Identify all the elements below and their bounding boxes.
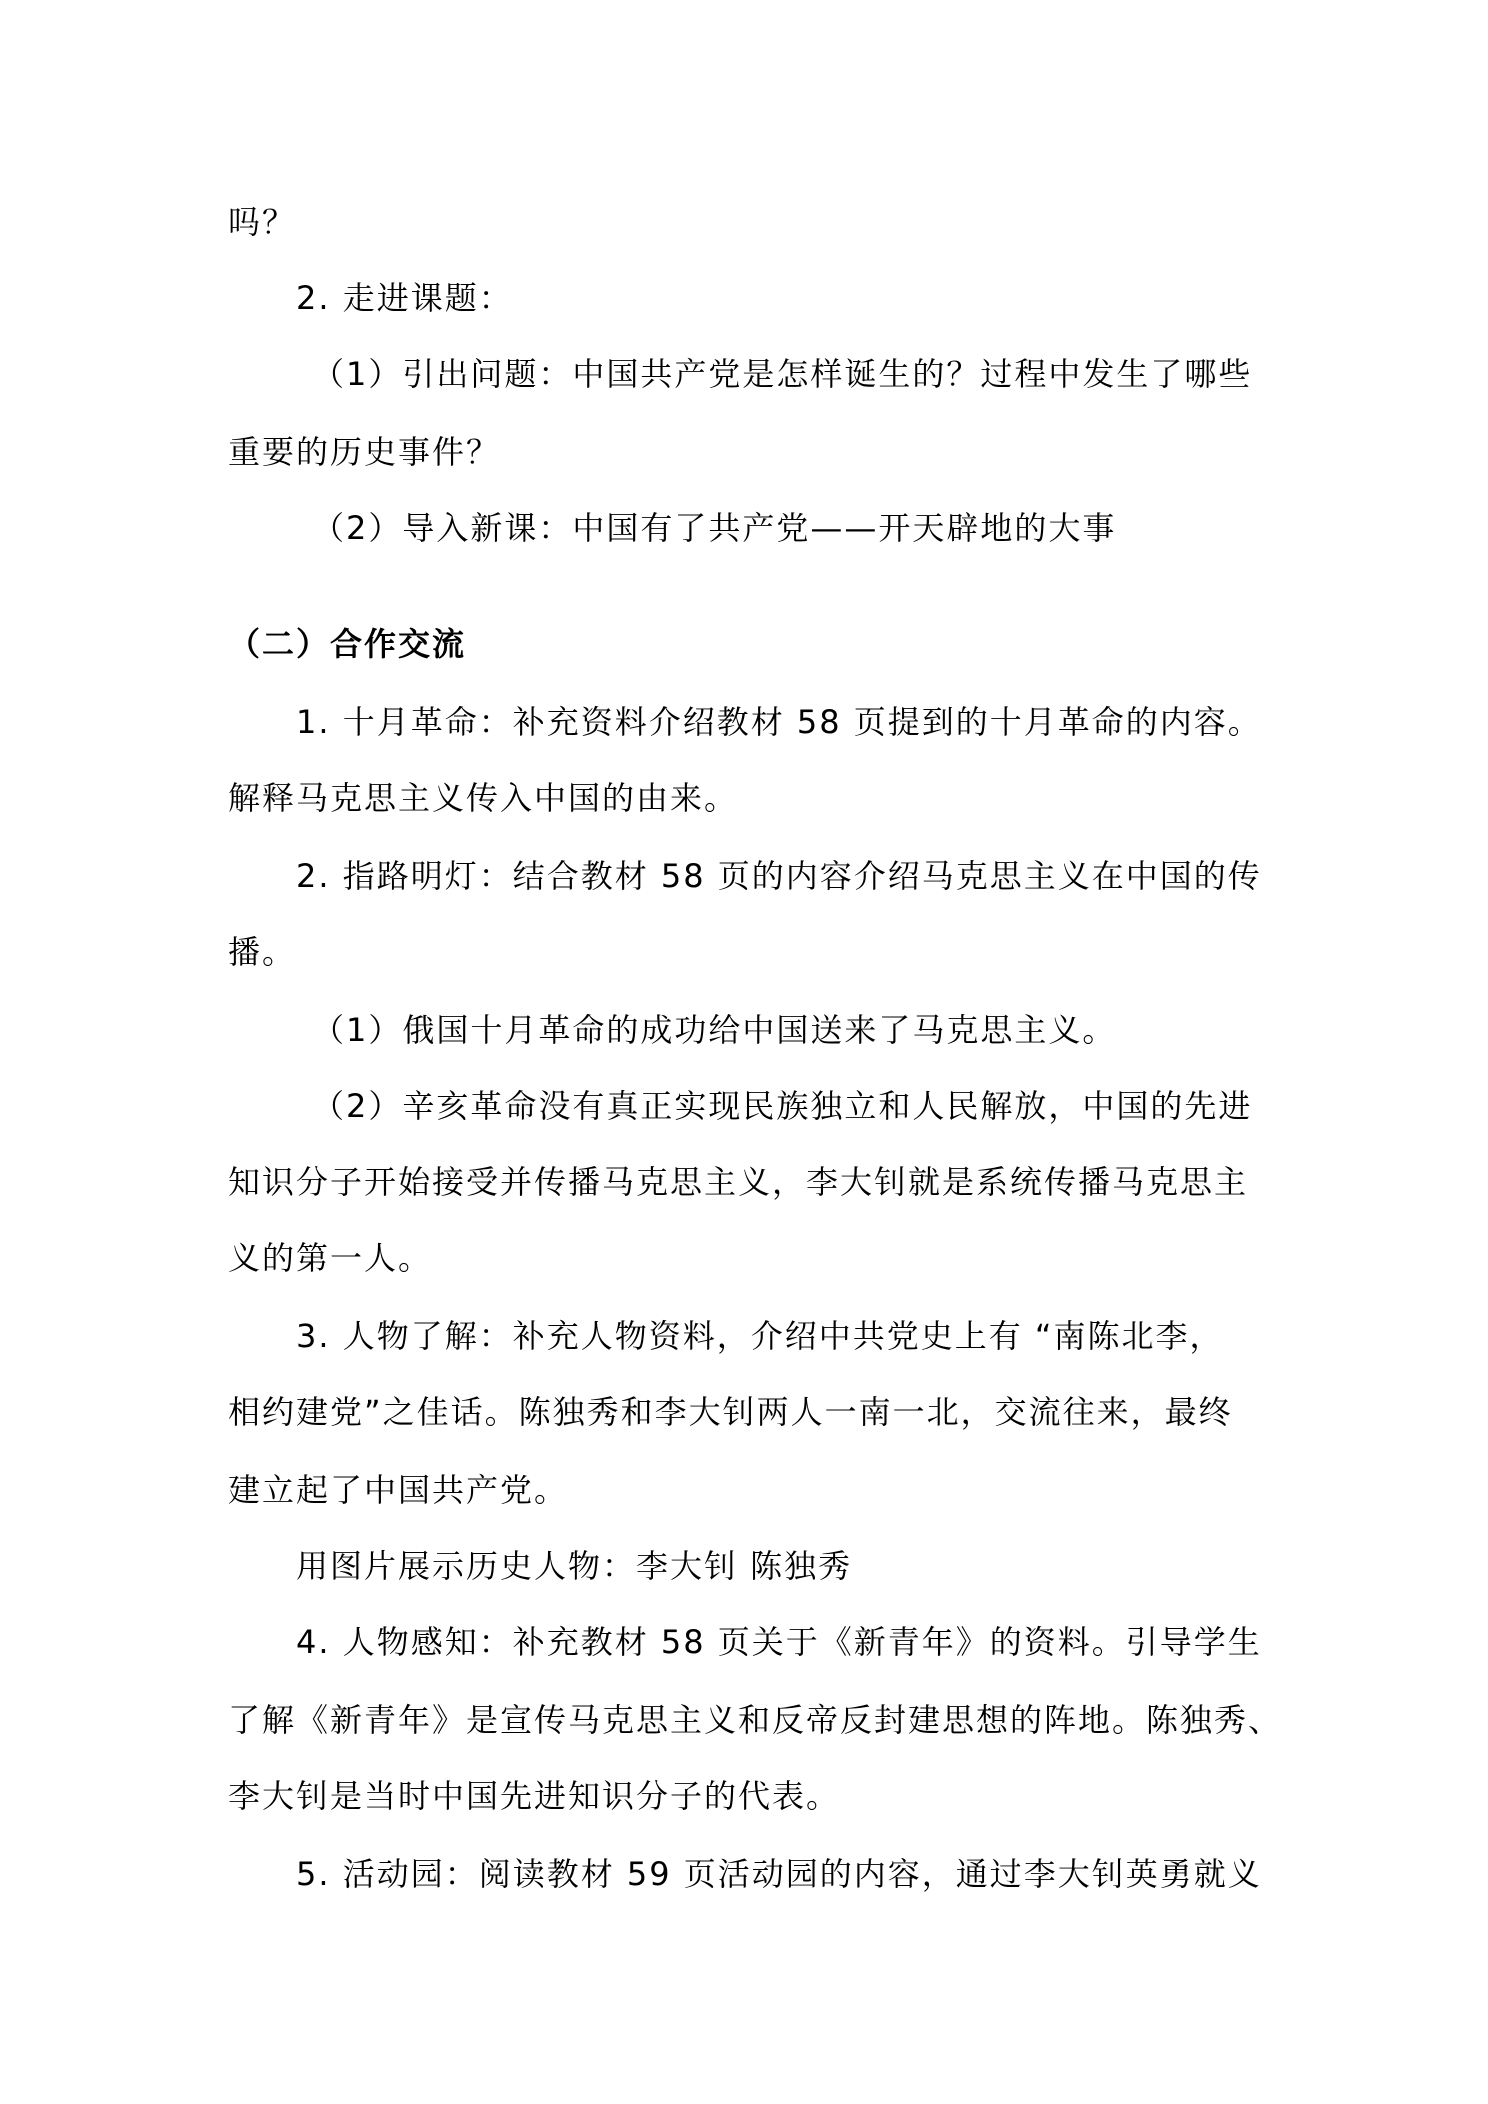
text-line: （1）引出问题：中国共产党是怎样诞生的？过程中发生了哪些 (312, 355, 1253, 393)
text-line: 解释马克思主义传入中国的由来。 (228, 779, 739, 817)
section-heading: （二）合作交流 (228, 625, 467, 663)
text-line: 5. 活动园：阅读教材 59 页活动园的内容，通过李大钊英勇就义 (296, 1855, 1262, 1893)
text-line: 重要的历史事件？ (228, 433, 501, 471)
text-line: （2）辛亥革命没有真正实现民族独立和人民解放，中国的先进 (312, 1087, 1253, 1125)
text-line: 播。 (228, 933, 297, 971)
subsection-heading: 2. 走进课题： (296, 279, 513, 317)
text-line: 了解《新青年》是宣传马克思主义和反帝反封建思想的阵地。陈独秀、 (228, 1701, 1283, 1739)
text-line: 1. 十月革命：补充资料介绍教材 58 页提到的十月革命的内容。 (296, 703, 1262, 741)
text-line: 吗？ (228, 203, 297, 241)
text-line: （2）导入新课：中国有了共产党——开天辟地的大事 (312, 509, 1117, 547)
text-line: 4. 人物感知：补充教材 58 页关于《新青年》的资料。引导学生 (296, 1623, 1262, 1661)
text-line: 用图片展示历史人物：李大钊 陈独秀 (296, 1547, 853, 1585)
text-line: （1）俄国十月革命的成功给中国送来了马克思主义。 (312, 1011, 1117, 1049)
text-line: 建立起了中国共产党。 (228, 1471, 569, 1509)
text-line: 知识分子开始接受并传播马克思主义，李大钊就是系统传播马克思主 (228, 1163, 1249, 1201)
text-line: 相约建党”之佳话。陈独秀和李大钊两人一南一北，交流往来，最终 (228, 1393, 1233, 1431)
text-line: 李大钊是当时中国先进知识分子的代表。 (228, 1777, 841, 1815)
text-line: 2. 指路明灯：结合教材 58 页的内容介绍马克思主义在中国的传 (296, 857, 1262, 895)
text-line: 义的第一人。 (228, 1239, 433, 1277)
text-line: 3. 人物了解：补充人物资料，介绍中共党史上有 “南陈北李， (296, 1317, 1224, 1355)
